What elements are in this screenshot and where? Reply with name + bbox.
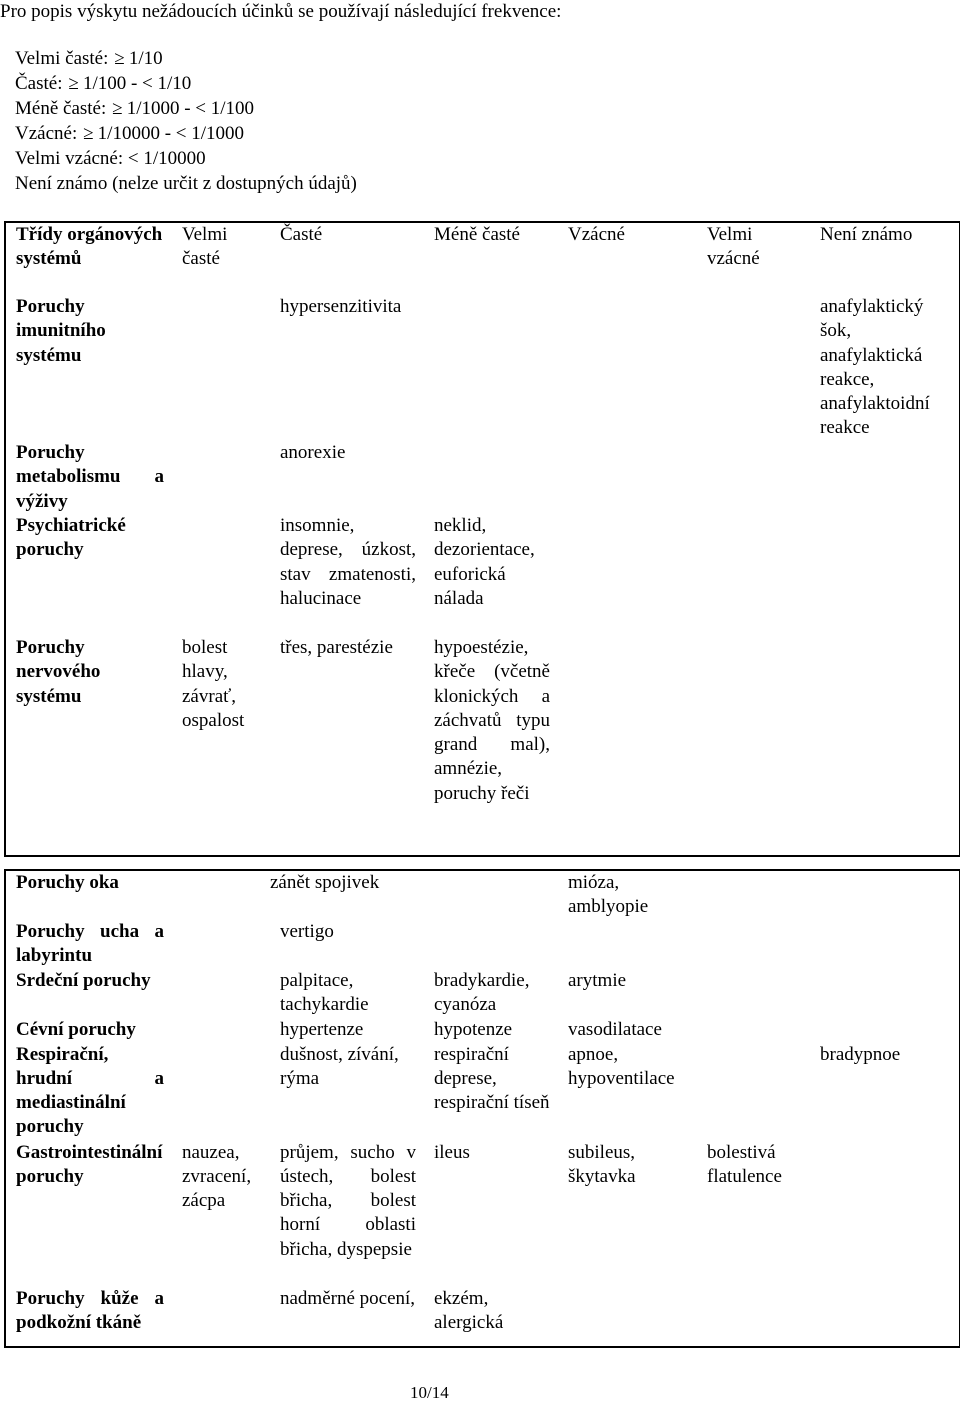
frequency-table-2 [4,869,960,1348]
table-row: Poruchy nervového systému bolest hlavy, závrať, ospalost třes, parestézie hypoestézie, křeče (včetně klonických a záchvatů typu grand mal), amnézie, poruchy řeči [5,636,960,856]
ge-symbol: ≥ [112,98,123,119]
freq-line: Časté: ≥ 1/100 - < 1/10 [15,73,192,94]
table-row: Poruchy kůže a podkožní tkáně nadměrné pocení, ekzém, alergická [5,1287,960,1347]
page-number: 10/14 [410,1383,449,1402]
header-very-common: Velmi časté [182,224,228,270]
table-row: Gastrointestinální poruchy nauzea, zvracení, zácpa průjem, sucho v ústech, bolest břicha, bolest horní oblasti břicha, dyspepsie ileus subileus, škytavka bolestivá flatulence [5,1141,960,1287]
header-uncommon: Méně časté [434,224,520,245]
soc-cell: Gastrointestinální poruchy [16,1141,163,1187]
soc-cell: Poruchy oka [16,872,119,893]
header-unknown: Není známo [820,224,913,245]
soc-cell: Poruchy kůže a podkožní tkáně [16,1287,164,1333]
header-soc: Třídy orgánových systémů [16,224,163,270]
table-row: Psychiatrické poruchy insomnie, deprese, úzkost, stav zmatenosti, halucinace neklid, dezorientace, euforická nálada [5,514,960,636]
soc-cell: Poruchy ucha a labyrintu [16,920,164,966]
soc-cell: Srdeční poruchy [16,969,151,991]
soc-cell: Respirační, hrudní a mediastinální poruchy [16,1043,164,1138]
frequency-table-1 [4,221,960,857]
freq-line: Velmi časté: ≥ 1/10 [15,48,163,69]
ge-symbol: ≥ [68,73,79,94]
soc-cell: Psychiatrické poruchy [16,515,126,561]
table-row: Srdeční poruchy palpitace, tachykardie bradykardie, cyanóza arytmie [5,969,960,1018]
soc-cell: Cévní poruchy [16,1018,136,1040]
table-header-row [5,222,960,295]
table-row: Poruchy oka zánět spojivek mióza, amblyopie [5,870,960,920]
table-row: Respirační, hrudní a mediastinální poruchy dušnost, zívání, rýma respirační deprese, respirační tíseň apnoe, hypoventilace bradypnoe [5,1043,960,1141]
freq-line: Méně časté: ≥ 1/1000 - < 1/100 [15,98,255,119]
header-common: Časté [280,224,323,245]
freq-line: Není známo (nelze určit z dostupných údajů) [15,173,357,194]
soc-cell: Poruchy imunitního systému [16,296,106,366]
header-very-rare: Velmi vzácné [707,224,760,270]
soc-cell: Poruchy nervového systému [16,637,101,707]
table-row: Poruchy metabolismu a výživy anorexie [5,441,960,514]
table-row: Poruchy imunitního systému hypersenzitivita anafylaktický šok, anafylaktická reakce, anafylaktoidní reakce [5,295,960,441]
freq-line: Velmi vzácné: < 1/10000 [15,148,206,169]
header-rare: Vzácné [568,224,625,245]
ge-symbol: ≥ [114,48,125,69]
table-row: Cévní poruchy hypertenze hypotenze vasodilatace [5,1018,960,1043]
ge-symbol: ≥ [83,123,94,144]
soc-cell: Poruchy metabolismu a výživy [16,442,164,512]
intro-heading: Pro popis výskytu nežádoucích účinků se používají následující frekvence: [0,1,562,22]
table-row: Poruchy ucha a labyrintu vertigo [5,920,960,969]
freq-line: Vzácné: ≥ 1/10000 - < 1/1000 [15,123,245,144]
